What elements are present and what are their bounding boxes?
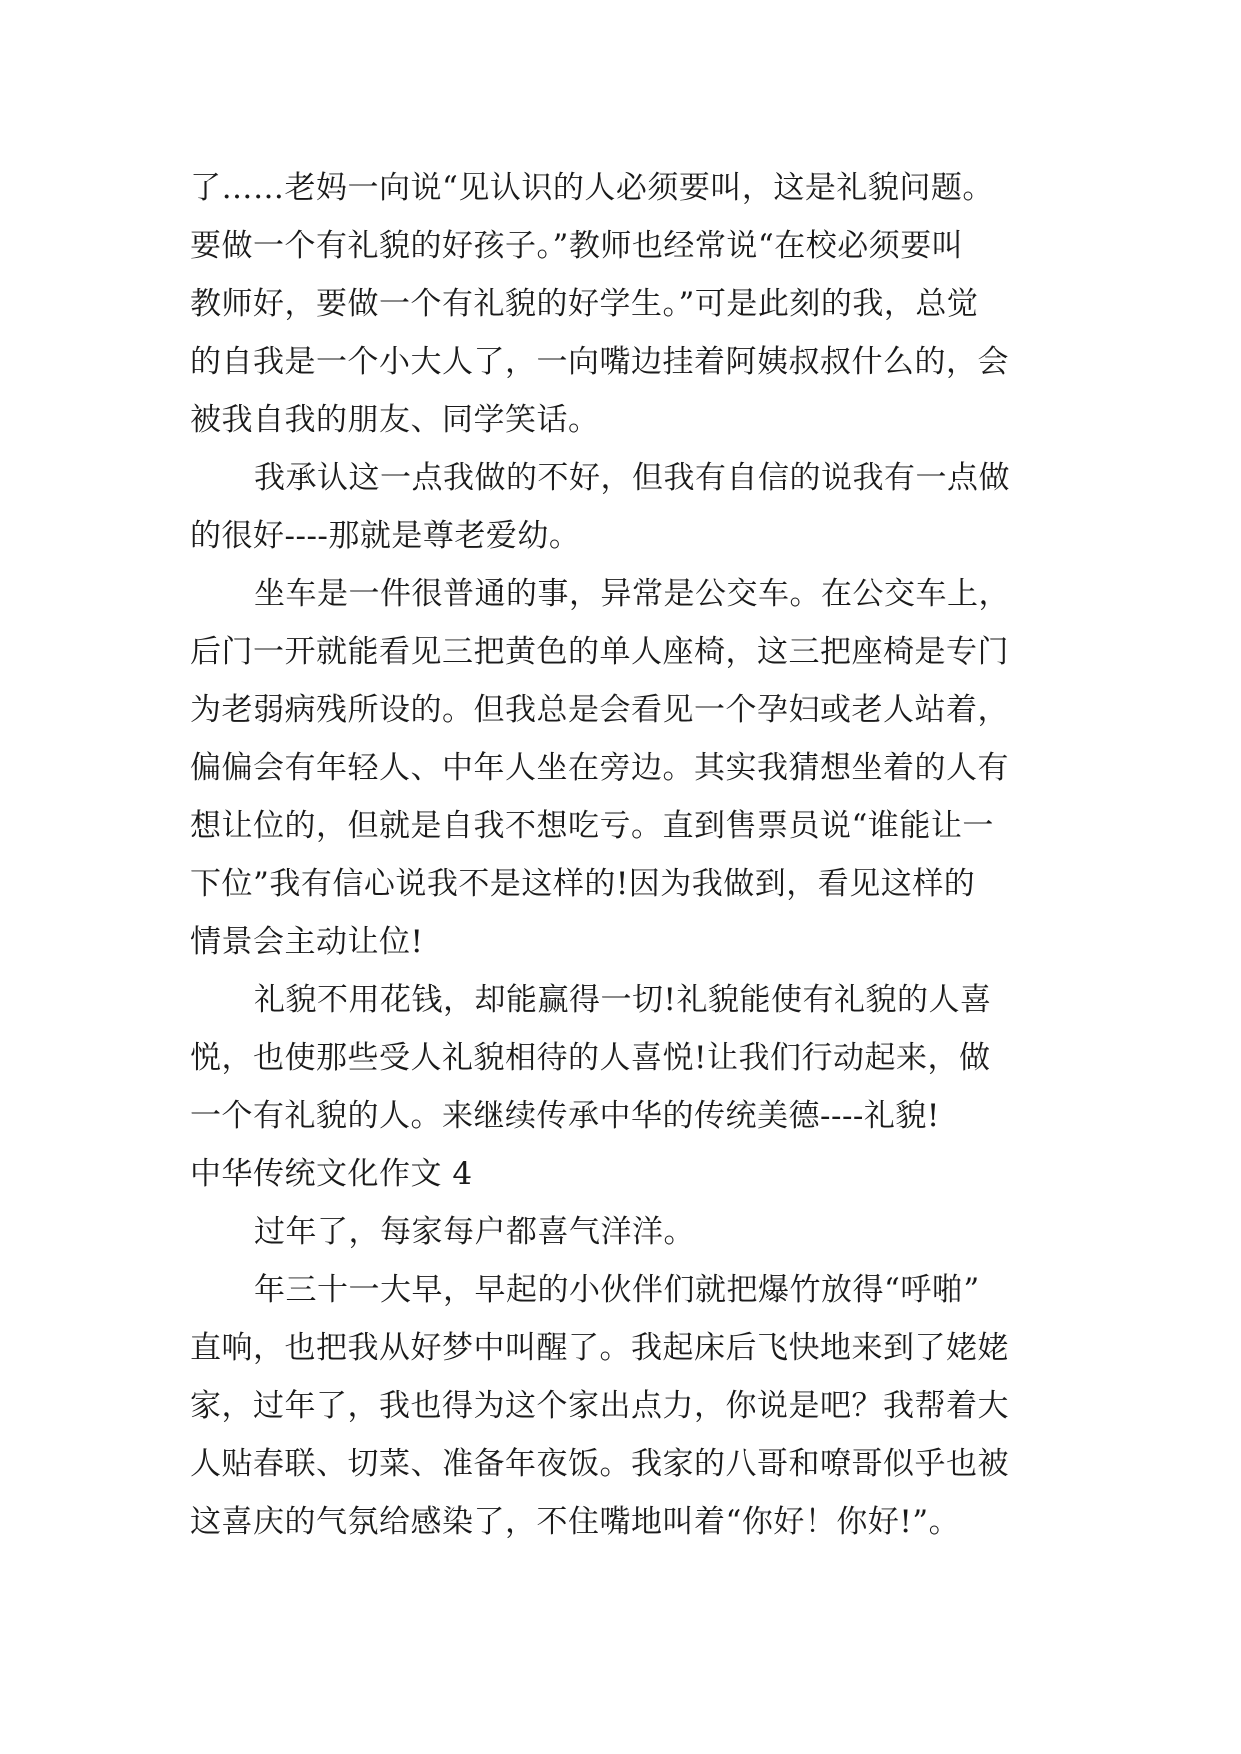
paragraph-start-line: 年三十一大早，早起的小伙伴们就把爆竹放得“呼啪” [254,1272,980,1308]
section-heading: 中华传统文化作文 4 [190,1156,473,1192]
text-line: 下位”我有信心说我不是这样的!因为我做到，看见这样的 [190,866,976,902]
text-line: 想让位的，但就是自我不想吃亏。直到售票员说“谁能让一 [190,808,994,844]
text-line: 的很好----那就是尊老爱幼。 [190,518,581,554]
text-line: 直响，也把我从好梦中叫醒了。我起床后飞快地来到了姥姥 [190,1330,1009,1366]
text-line: 一个有礼貌的人。来继续传承中华的传统美德----礼貌! [190,1098,940,1134]
text-line: 家，过年了，我也得为这个家出点力，你说是吧？我帮着大 [190,1388,1009,1424]
text-line: 了……老妈一向说“见认识的人必须要叫，这是礼貌问题。 [190,170,994,206]
paragraph-start-line: 过年了，每家每户都喜气洋洋。 [254,1214,695,1250]
text-line: 偏偏会有年轻人、中年人坐在旁边。其实我猜想坐着的人有 [190,750,1009,786]
text-line: 人贴春联、切菜、准备年夜饭。我家的八哥和嘹哥似乎也被 [190,1446,1009,1482]
paragraph-start-line: 坐车是一件很普通的事，异常是公交车。在公交车上， [254,576,1010,612]
text-line: 情景会主动让位! [190,924,424,960]
text-line: 后门一开就能看见三把黄色的单人座椅，这三把座椅是专门 [190,634,1009,670]
text-line: 要做一个有礼貌的好孩子。”教师也经常说“在校必须要叫 [190,228,964,264]
text-line: 悦，也使那些受人礼貌相待的人喜悦!让我们行动起来，做 [190,1040,991,1076]
text-line: 为老弱病残所设的。但我总是会看见一个孕妇或老人站着， [190,692,1009,728]
text-line: 这喜庆的气氛给感染了，不住嘴地叫着“你好！你好!”。 [190,1504,961,1540]
text-line: 的自我是一个小大人了，一向嘴边挂着阿姨叔叔什么的，会 [190,344,1009,380]
text-line: 被我自我的朋友、同学笑话。 [190,402,600,438]
paragraph-start-line: 我承认这一点我做的不好，但我有自信的说我有一点做 [254,460,1010,496]
paragraph-start-line: 礼貌不用花钱，却能赢得一切!礼貌能使有礼貌的人喜 [254,982,992,1018]
text-line: 教师好，要做一个有礼貌的好学生。”可是此刻的我，总觉 [190,286,979,322]
